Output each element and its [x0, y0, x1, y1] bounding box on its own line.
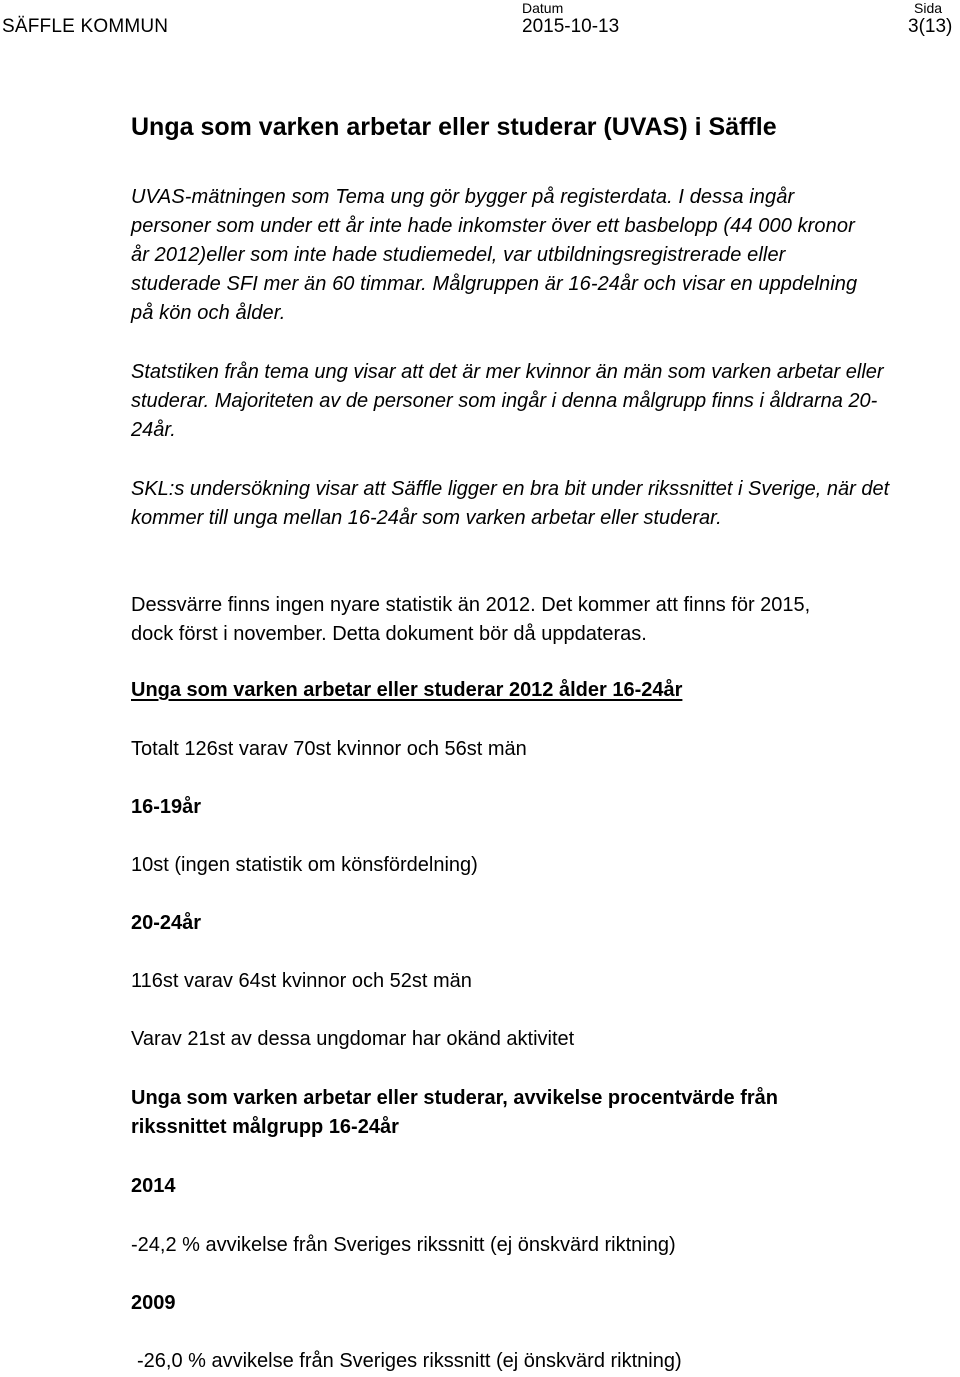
- deviation-2014-value: -24,2 % avvikelse från Sveriges rikssnitt (ej önskvärd riktning): [131, 1234, 676, 1256]
- intro-paragraph: UVAS-mätningen som Tema ung gör bygger på registerdata. I dessa ingår personer som under ett år inte hade inkomster över ett basbelopp (44 000 kronor år 2012)eller som inte hade studiemedel, var utbildningsregistrerade eller studerade SFI mer än 60 timmar. Målgruppen är 16-24år och visar en uppdelning på kön och ålder.: [131, 186, 858, 324]
- document-title: Unga som varken arbetar eller studerar (UVAS) i Säffle: [131, 113, 777, 141]
- age-group-16-19-label: 16-19år: [131, 796, 202, 818]
- page-number: 3(13): [908, 16, 953, 37]
- deviation-2009-value: -26,0 % avvikelse från Sveriges rikssnitt (ej önskvärd riktning): [137, 1350, 682, 1372]
- statistics-paragraph: Statstiken från tema ung visar att det är mer kvinnor än män som varken arbetar eller studerar. Majoriteten av de personer som ingår i denna målgrupp finns i åldrarna 20-24år.: [131, 361, 884, 441]
- unknown-activity: Varav 21st av dessa ungdomar har okänd aktivitet: [131, 1028, 575, 1050]
- year-2009-label: 2009: [131, 1292, 176, 1314]
- section-2012-heading: Unga som varken arbetar eller studerar 2012 ålder 16-24år: [131, 679, 683, 701]
- date-label: Datum: [522, 0, 564, 16]
- page-label: Sida: [914, 0, 943, 16]
- update-note-paragraph: Dessvärre finns ingen nyare statistik än 2012. Det kommer att finns för 2015, dock först i november. Detta dokument bör då uppdateras.: [131, 594, 811, 645]
- organization-name: SÄFFLE KOMMUN: [2, 16, 169, 37]
- skl-paragraph: SKL:s undersökning visar att Säffle ligger en bra bit under rikssnittet i Sverige, när det kommer till unga mellan 16-24år som varken arbetar eller studerar.: [131, 478, 890, 529]
- deviation-heading: Unga som varken arbetar eller studerar, avvikelse procentvärde från rikssnittet målgrupp 16-24år: [131, 1087, 778, 1138]
- age-group-20-24-value: 116st varav 64st kvinnor och 52st män: [131, 970, 472, 992]
- year-2014-label: 2014: [131, 1175, 176, 1197]
- document-date: 2015-10-13: [522, 16, 620, 37]
- age-group-16-19-value: 10st (ingen statistik om könsfördelning): [131, 854, 478, 876]
- age-group-20-24-label: 20-24år: [131, 912, 202, 934]
- total-count: Totalt 126st varav 70st kvinnor och 56st män: [131, 738, 527, 760]
